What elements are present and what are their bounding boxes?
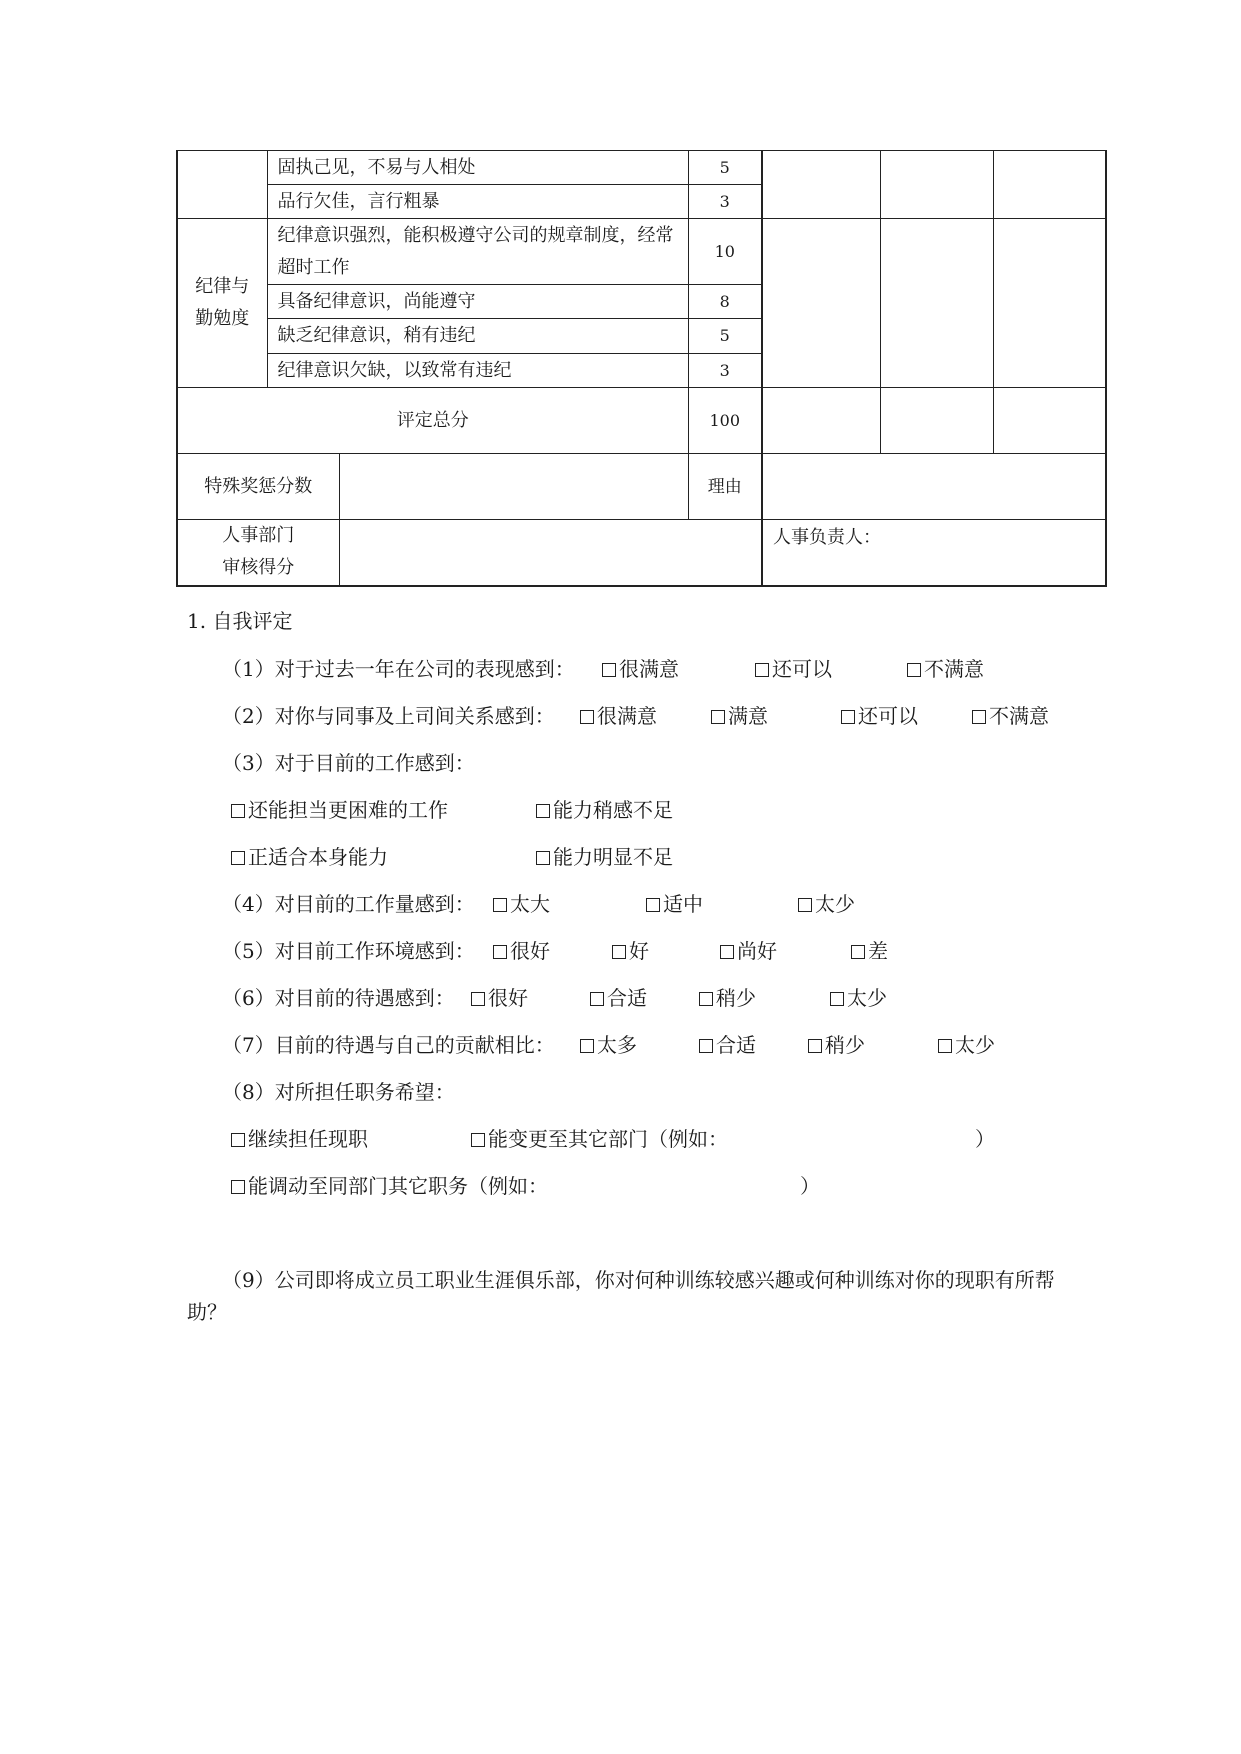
question-6: （6）对目前的待遇感到： xyxy=(222,986,455,1010)
final-total-cell[interactable] xyxy=(993,388,1106,454)
checkbox[interactable] xyxy=(471,1133,485,1147)
criterion-score: 5 xyxy=(688,319,762,354)
checkbox[interactable] xyxy=(590,992,604,1006)
section-title: 1. 自我评定 xyxy=(187,609,293,633)
option-label: 很满意 xyxy=(619,657,679,681)
option-q3-2[interactable] xyxy=(536,795,673,825)
checkbox[interactable] xyxy=(536,804,550,818)
option-q8-3[interactable] xyxy=(231,1171,548,1201)
option-label: 能力稍感不足 xyxy=(553,798,673,822)
close-paren: ） xyxy=(975,1127,995,1151)
option-q7-2[interactable] xyxy=(699,1030,756,1060)
option-q2-3[interactable] xyxy=(841,701,918,731)
checkbox[interactable] xyxy=(830,992,844,1006)
checkbox[interactable] xyxy=(231,804,245,818)
option-q5-3[interactable] xyxy=(720,936,777,966)
option-q4-1[interactable] xyxy=(493,889,550,919)
option-label: 好 xyxy=(629,939,649,963)
checkbox[interactable] xyxy=(907,663,921,677)
self-score-cell[interactable] xyxy=(762,151,880,219)
question-1: （1）对于过去一年在公司的表现感到： xyxy=(222,657,575,681)
option-q4-3[interactable] xyxy=(798,889,855,919)
criterion-desc: 纪律意识欠缺，以致常有违纪 xyxy=(267,354,688,388)
option-label: 太少 xyxy=(815,892,855,916)
checkbox[interactable] xyxy=(699,1039,713,1053)
reason-field[interactable] xyxy=(762,454,1106,520)
option-label: 正适合本身能力 xyxy=(248,845,388,869)
option-label: 太大 xyxy=(510,892,550,916)
option-label: 很好 xyxy=(488,986,528,1010)
checkbox[interactable] xyxy=(646,898,660,912)
evaluation-table xyxy=(176,150,1107,587)
option-label: 尚好 xyxy=(737,939,777,963)
option-q7-4[interactable] xyxy=(938,1030,995,1060)
option-label: 很满意 xyxy=(597,704,657,728)
total-score: 100 xyxy=(688,388,762,454)
reason-label: 理由 xyxy=(688,454,762,520)
option-label: 合适 xyxy=(716,1033,756,1057)
question-8: （8）对所担任职务希望： xyxy=(222,1080,455,1104)
option-q4-2[interactable] xyxy=(646,889,703,919)
criterion-score: 5 xyxy=(688,151,762,185)
criterion-desc: 纪律意识强烈，能积极遵守公司的规章制度，经常超时工作 xyxy=(267,219,688,285)
option-q1-1[interactable] xyxy=(602,654,679,684)
total-label: 评定总分 xyxy=(177,388,688,454)
question-9-text: （9）公司即将成立员工职业生涯俱乐部，你对何种训练较感兴趣或何种训练对你的现职有所帮助？ xyxy=(187,1268,1055,1324)
option-label: 稍少 xyxy=(716,986,756,1010)
checkbox[interactable] xyxy=(711,710,725,724)
option-label: 合适 xyxy=(607,986,647,1010)
question-3: （3）对于目前的工作感到： xyxy=(222,751,475,775)
self-score-cell[interactable] xyxy=(762,219,880,388)
special-score-label: 特殊奖惩分数 xyxy=(177,454,339,520)
checkbox[interactable] xyxy=(231,1133,245,1147)
option-q6-2[interactable] xyxy=(590,983,647,1013)
option-label: 不满意 xyxy=(924,657,984,681)
option-label: 还可以 xyxy=(772,657,832,681)
criterion-desc: 缺乏纪律意识，稍有违纪 xyxy=(267,319,688,354)
option-q6-3[interactable] xyxy=(699,983,756,1013)
criterion-desc: 具备纪律意识，尚能遵守 xyxy=(267,285,688,319)
option-label: 稍少 xyxy=(825,1033,865,1057)
supervisor-total-cell[interactable] xyxy=(880,388,993,454)
checkbox[interactable] xyxy=(808,1039,822,1053)
option-q5-2[interactable] xyxy=(612,936,649,966)
option-q2-4[interactable] xyxy=(972,701,1049,731)
criterion-score: 10 xyxy=(688,219,762,285)
option-label: 太少 xyxy=(955,1033,995,1057)
option-q6-4[interactable] xyxy=(830,983,887,1013)
hr-manager-label: 人事负责人： xyxy=(762,520,1106,586)
option-label: 还能担当更困难的工作 xyxy=(248,798,448,822)
option-q2-2[interactable] xyxy=(711,701,768,731)
category-discipline: 纪律与 勤勉度 xyxy=(177,219,267,388)
checkbox[interactable] xyxy=(720,945,734,959)
checkbox[interactable] xyxy=(231,1180,245,1194)
option-q3-3[interactable] xyxy=(231,842,388,872)
option-label: 适中 xyxy=(663,892,703,916)
option-label: 还可以 xyxy=(858,704,918,728)
checkbox[interactable] xyxy=(612,945,626,959)
option-q7-1[interactable] xyxy=(580,1030,637,1060)
criterion-desc: 固执己见，不易与人相处 xyxy=(267,151,688,185)
question-9 xyxy=(187,1264,1067,1328)
option-label: 差 xyxy=(868,939,888,963)
criterion-score: 8 xyxy=(688,285,762,319)
option-label: 能变更至其它部门（例如： xyxy=(488,1127,728,1151)
checkbox[interactable] xyxy=(798,898,812,912)
option-q6-1[interactable] xyxy=(471,983,528,1013)
option-label: 能力明显不足 xyxy=(553,845,673,869)
question-5: （5）对目前工作环境感到： xyxy=(222,939,475,963)
option-q1-2[interactable] xyxy=(755,654,832,684)
criterion-score: 3 xyxy=(688,185,762,219)
final-score-cell[interactable] xyxy=(993,219,1106,388)
checkbox[interactable] xyxy=(602,663,616,677)
final-score-cell[interactable] xyxy=(993,151,1106,219)
criterion-desc: 品行欠佳，言行粗暴 xyxy=(267,185,688,219)
hr-review-label: 人事部门 审核得分 xyxy=(177,520,339,586)
self-total-cell[interactable] xyxy=(762,388,880,454)
option-q2-1[interactable] xyxy=(580,701,657,731)
hr-review-score-field[interactable] xyxy=(339,520,762,586)
checkbox[interactable] xyxy=(972,710,986,724)
option-label: 太少 xyxy=(847,986,887,1010)
checkbox[interactable] xyxy=(938,1039,952,1053)
checkbox[interactable] xyxy=(231,851,245,865)
question-2: （2）对你与同事及上司间关系感到： xyxy=(222,704,555,728)
special-score-field[interactable] xyxy=(339,454,688,520)
supervisor-score-cell[interactable] xyxy=(880,151,993,219)
checkbox[interactable] xyxy=(471,992,485,1006)
checkbox[interactable] xyxy=(493,945,507,959)
checkbox[interactable] xyxy=(851,945,865,959)
checkbox[interactable] xyxy=(699,992,713,1006)
option-label: 能调动至同部门其它职务（例如： xyxy=(248,1174,548,1198)
option-q8-1[interactable] xyxy=(231,1124,368,1154)
option-q7-3[interactable] xyxy=(808,1030,865,1060)
checkbox[interactable] xyxy=(755,663,769,677)
option-q5-4[interactable] xyxy=(851,936,888,966)
category-cell-empty xyxy=(177,151,267,219)
option-label: 继续担任现职 xyxy=(248,1127,368,1151)
option-q5-1[interactable] xyxy=(493,936,550,966)
option-label: 很好 xyxy=(510,939,550,963)
supervisor-score-cell[interactable] xyxy=(880,219,993,388)
question-4: （4）对目前的工作量感到： xyxy=(222,892,475,916)
close-paren: ） xyxy=(800,1174,820,1198)
option-q8-2[interactable] xyxy=(471,1124,728,1154)
option-q3-4[interactable] xyxy=(536,842,673,872)
question-7: （7）目前的待遇与自己的贡献相比： xyxy=(222,1033,555,1057)
checkbox[interactable] xyxy=(536,851,550,865)
checkbox[interactable] xyxy=(841,710,855,724)
option-q3-1[interactable] xyxy=(231,795,448,825)
option-label: 太多 xyxy=(597,1033,637,1057)
checkbox[interactable] xyxy=(580,710,594,724)
option-q1-3[interactable] xyxy=(907,654,984,684)
option-label: 满意 xyxy=(728,704,768,728)
criterion-score: 3 xyxy=(688,354,762,388)
checkbox[interactable] xyxy=(580,1039,594,1053)
checkbox[interactable] xyxy=(493,898,507,912)
option-label: 不满意 xyxy=(989,704,1049,728)
